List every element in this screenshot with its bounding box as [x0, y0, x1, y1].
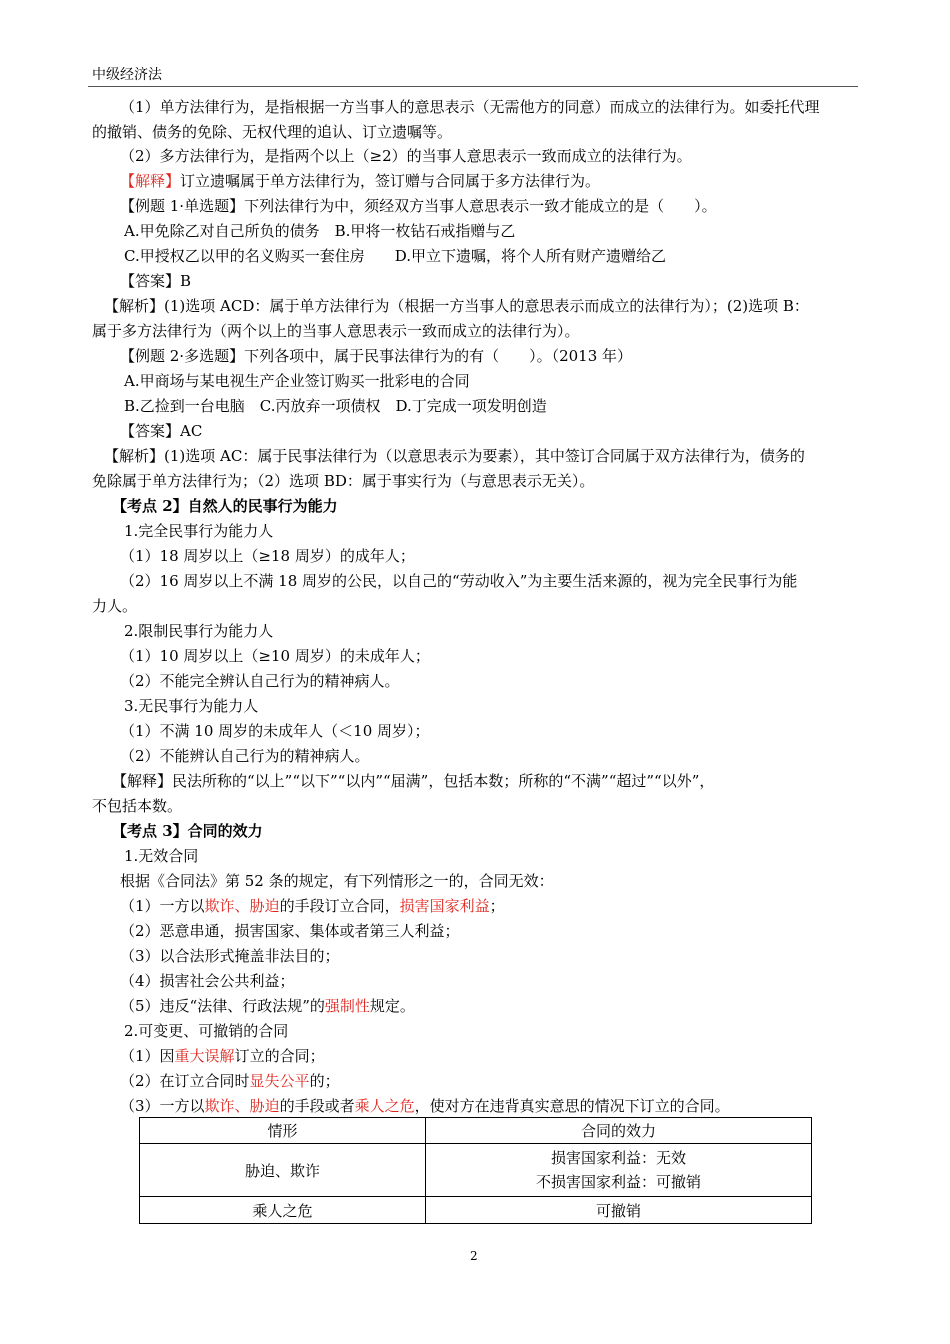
text-line: （2）多方法律行为，是指两个以上（≥2）的当事人意思表示一致而成立的法律行为。 [120, 147, 692, 165]
highlight: 显失公平 [249, 1072, 310, 1090]
running-header: 中级经济法 [92, 67, 162, 83]
text-line: 2.限制民事行为能力人 [124, 622, 274, 640]
table-cell: 乘人之危 [140, 1197, 426, 1224]
text-line: （3）一方以欺诈、胁迫的手段或者乘人之危，使对方在违背真实意思的情况下订立的合同。 [120, 1097, 730, 1115]
answer-line: 【答案】B [120, 272, 192, 290]
text-line: （3）以合法形式掩盖非法目的； [120, 947, 340, 965]
highlight: 损害国家利益 [399, 897, 490, 915]
header-rule [88, 86, 858, 87]
text-line: （2）16 周岁以上不满 18 周岁的公民，以自己的“劳动收入”为主要生活来源的，视为完全民事行为能 [120, 572, 798, 590]
highlight: 欺诈、胁迫 [204, 897, 280, 915]
text-line: （2）不能完全辨认自己行为的精神病人。 [120, 672, 400, 690]
text-line: 力人。 [92, 597, 138, 615]
text-line: 3.无民事行为能力人 [124, 697, 259, 715]
table-header-row [140, 1118, 812, 1144]
option-line: C.甲授权乙以甲的名义购买一套住房 D.甲立下遗嘱，将个人所有财产遗赠给乙 [124, 247, 666, 265]
explanation-label: 【解释】 [120, 172, 181, 190]
option-line: A.甲免除乙对自己所负的债务 B.甲将一枚钻石戒指赠与乙 [124, 222, 516, 240]
answer-line: 【答案】AC [120, 422, 203, 440]
text-line: 1.完全民事行为能力人 [124, 522, 274, 540]
section-heading: 【考点 3】合同的效力 [112, 822, 263, 840]
table-row [140, 1197, 812, 1224]
highlight: 强制性 [324, 997, 370, 1015]
text-line: （2）恶意串通，损害国家、集体或者第三人利益； [120, 922, 460, 940]
text-line: （5）违反“法律、行政法规”的强制性规定。 [120, 997, 415, 1015]
question-title: 【例题 1·单选题】下列法律行为中，须经双方当事人意思表示一致才能成立的是（ ）。 [120, 197, 717, 215]
text-line: （1）一方以欺诈、胁迫的手段订立合同，损害国家利益； [120, 897, 505, 915]
analysis-line: 免除属于单方法律行为；（2）选项 BD：属于事实行为（与意思表示无关）。 [92, 472, 595, 490]
text-line: （1）不满 10 周岁的未成年人（＜10 周岁）； [120, 722, 430, 740]
option-line: B.乙捡到一台电脑 C.丙放弃一项债权 D.丁完成一项发明创造 [124, 397, 547, 415]
page-number: 2 [470, 1249, 478, 1263]
highlight: 乘人之危 [354, 1097, 415, 1115]
text-line: 根据《合同法》第 52 条的规定，有下列情形之一的，合同无效： [120, 872, 554, 890]
highlight: 欺诈、胁迫 [204, 1097, 280, 1115]
table-header-cell: 合同的效力 [426, 1118, 812, 1144]
text-line: （1）10 周岁以上（≥10 周岁）的未成年人； [120, 647, 430, 665]
text-line: 1.无效合同 [124, 847, 199, 865]
option-line: A.甲商场与某电视生产企业签订购买一批彩电的合同 [124, 372, 470, 390]
explanation-line: 【解释】订立遗嘱属于单方法律行为，签订赠与合同属于多方法律行为。 [120, 172, 601, 190]
contract-effect-table [139, 1117, 812, 1224]
text-line: （1）18 周岁以上（≥18 周岁）的成年人； [120, 547, 415, 565]
analysis-line: 属于多方法律行为（两个以上的当事人意思表示一致而成立的法律行为）。 [92, 322, 580, 340]
text-line: 2.可变更、可撤销的合同 [124, 1022, 289, 1040]
text-line: 的撤销、债务的免除、无权代理的追认、订立遗嘱等。 [92, 123, 453, 141]
text-line: （4）损害社会公共利益； [120, 972, 295, 990]
text-line: （2）在订立合同时显失公平的； [120, 1072, 340, 1090]
text-line: 【解释】民法所称的“以上”“以下”“以内”“届满”，包括本数；所称的“不满”“超过”“以外”， [112, 772, 715, 790]
table-row [140, 1144, 812, 1197]
text-line: （1）因重大误解订立的合同； [120, 1047, 325, 1065]
question-title: 【例题 2·多选题】下列各项中，属于民事法律行为的有（ ）。（2013 年） [120, 347, 633, 365]
section-heading: 【考点 2】自然人的民事行为能力 [112, 497, 338, 515]
text-line: （1）单方法律行为，是指根据一方当事人的意思表示（无需他方的同意）而成立的法律行为。如委托代理 [120, 98, 820, 116]
table-cell: 可撤销 [426, 1197, 812, 1224]
highlight: 重大误解 [174, 1047, 235, 1065]
table-cell: 胁迫、欺诈 [140, 1144, 426, 1197]
text-line: 不包括本数。 [92, 797, 183, 815]
analysis-line: 【解析】(1)选项 ACD：属于单方法律行为（根据一方当事人的意思表示而成立的法律行为）；(2)选项 B： [104, 297, 809, 315]
table-cell: 损害国家利益：无效 不损害国家利益：可撤销 [426, 1144, 812, 1197]
text-line: （2）不能辨认自己行为的精神病人。 [120, 747, 370, 765]
analysis-line: 【解析】(1)选项 AC：属于民事法律行为（以意思表示为要素），其中签订合同属于双方法律行为，债务的 [104, 447, 805, 465]
table-header-cell: 情形 [140, 1118, 426, 1144]
